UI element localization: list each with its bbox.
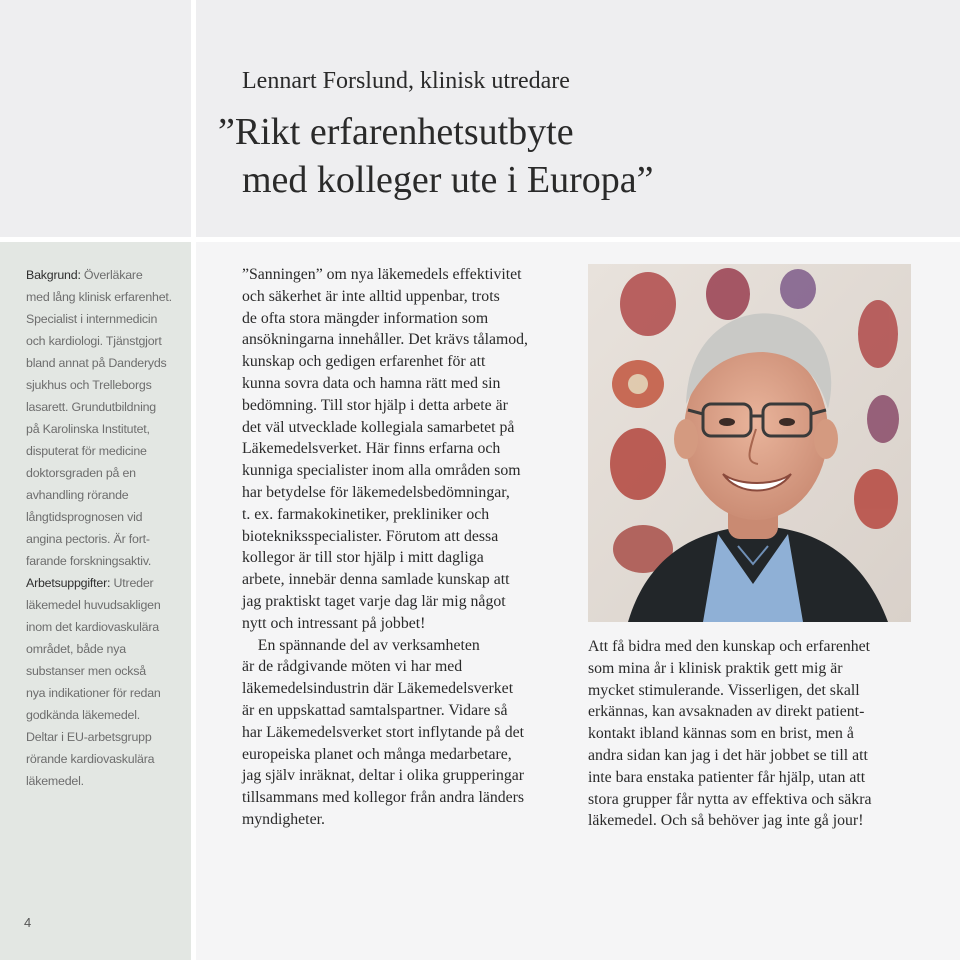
article-line: jag själv inräknat, deltar i olika grupperingar [242,767,525,785]
sidebar-line [26,572,196,594]
sidebar-line [26,704,196,726]
article-line: arbete, innebär denna samlade kunskap att [242,571,510,589]
sidebar-line [26,770,196,792]
sidebar-text: Deltar i EU-arbetsgrupp [26,730,152,744]
article-line: det väl utvecklade kollegiala samarbetet på [242,418,515,436]
article-line: tillsammans med kollegor från andra länders [242,789,525,807]
sidebar-text: avhandling rörande [26,488,129,502]
sidebar-text: doktorsgraden på en [26,466,136,480]
article-line: europeiska planet och många medarbetare, [242,745,512,763]
sidebar-text: godkända läkemedel. [26,708,140,722]
article-line: andra sidan kan jag i det här jobbet se till att [588,746,868,764]
portrait-photo [588,264,911,622]
sidebar-text: Överläkare [80,268,143,282]
sidebar-text: nya indikationer för redan [26,686,161,700]
article-line: läkemedel. Och så behöver jag inte gå jour! [588,812,864,830]
sidebar-line [26,660,196,682]
article-line: läkemedelsindustrin där Läkemedelsverket [242,680,514,698]
sidebar-line [26,396,196,418]
sidebar-text: lasarett. Grundutbildning [26,400,157,414]
sidebar-text: läkemedel huvudsakligen [26,598,161,612]
sidebar-line [26,726,196,748]
sidebar-line [26,374,196,396]
sidebar-line [26,308,196,330]
sidebar-text: rörande kardiovaskulära [26,752,155,766]
sidebar-line [26,264,196,286]
sidebar-line [26,462,196,484]
article-line: bedömning. Till stor hjälp i detta arbete är [242,396,508,414]
article-kicker: Lennart Forslund, klinisk utredare [242,68,570,94]
header-left-panel [0,0,191,237]
article-headline [218,108,654,204]
sidebar-line [26,330,196,352]
article-line: kunskap och gedigen erfarenhet för att [242,353,486,371]
sidebar-line [26,594,196,616]
headline-line: med kolleger ute i Europa” [242,159,654,201]
article-line: biotekniksspecialister. Förutom att dessa [242,527,499,545]
article-line: jag praktiskt taget varje dag lär mig något [242,592,506,610]
portrait-image [588,264,911,622]
sidebar-label: Arbetsuppgifter: [26,576,111,590]
article-column-right [588,636,872,832]
article-line: nytt och intressant på jobbet! [242,614,426,632]
article-line: ansökningarna innehåller. Det krävs tålamod, [242,331,529,349]
sidebar-text: Utreder [110,576,154,590]
article-line: Läkemedelsverket. Här finns erfarna och [242,440,501,458]
article-line: myndigheter. [242,810,325,828]
article-line: som mina år i klinisk praktik gett mig är [588,659,843,677]
sidebar-text: angina pectoris. Är fort- [26,532,150,546]
sidebar-text: substanser men också [26,664,146,678]
sidebar-line [26,528,196,550]
page-number: 4 [24,915,32,930]
article-line: har betydelse för läkemedelsbedömningar, [242,483,510,501]
article-line: En spännande del av verksamheten [242,636,480,654]
article-line: kontakt ibland kännas som en brist, men å [588,725,854,743]
sidebar-line [26,638,196,660]
sidebar-line [26,748,196,770]
sidebar-line [26,682,196,704]
article-line: erkännas, kan avsaknaden av direkt patient- [588,703,865,721]
sidebar-text: Specialist i internmedicin [26,312,158,326]
article-line: är en uppskattad samtalspartner. Vidare så [242,701,508,719]
article-line: har Läkemedelsverket stort inflytande på det [242,723,525,741]
article-line: kunna sovra data och hamna rätt med sin [242,374,501,392]
article-line: ”Sanningen” om nya läkemedels effektivitet [242,266,522,283]
headline-line: ”Rikt erfarenhetsutbyte [218,111,574,153]
article-line: stora grupper får nytta av effektiva och säkra [588,790,872,808]
sidebar-text: inom det kardiovaskulära [26,620,159,634]
article-line: är de rådgivande möten vi har med [242,658,463,676]
article-line: de ofta stora mängder information som [242,309,489,327]
sidebar-line [26,550,196,572]
sidebar-text: på Karolinska Institutet, [26,422,150,436]
sidebar-line [26,506,196,528]
article-column-middle [242,264,528,831]
article-line: kunniga specialister inom alla områden som [242,462,521,480]
sidebar-line [26,484,196,506]
article-line: och säkerhet är inte alltid uppenbar, trots [242,287,500,305]
sidebar-line [26,616,196,638]
sidebar-text: med lång klinisk erfarenhet. [26,290,172,304]
sidebar-text: läkemedel. [26,774,84,788]
article-line: kollegor är till stor hjälp i mitt dagliga [242,549,484,567]
sidebar-text: området, både nya [26,642,126,656]
sidebar-text: långtidsprognosen vid [26,510,143,524]
article-line: t. ex. farmakokinetiker, prekliniker och [242,505,490,523]
article-line: Att få bidra med den kunskap och erfarenhet [588,638,871,655]
article-line: inte bara enstaka patienter får hjälp, utan att [588,768,866,786]
article-line: mycket stimulerande. Visserligen, det skall [588,681,860,699]
sidebar-text: och kardiologi. Tjänstgjort [26,334,162,348]
sidebar-text: bland annat på Danderyds [26,356,167,370]
sidebar-text: disputerat för medicine [26,444,147,458]
sidebar-label: Bakgrund: [26,268,81,282]
sidebar-line [26,418,196,440]
sidebar-line [26,440,196,462]
sidebar-text: sjukhus och Trelleborgs [26,378,152,392]
sidebar-bio [26,264,196,792]
sidebar-text: farande forskningsaktiv. [26,554,152,568]
sidebar-line [26,352,196,374]
sidebar-line [26,286,196,308]
